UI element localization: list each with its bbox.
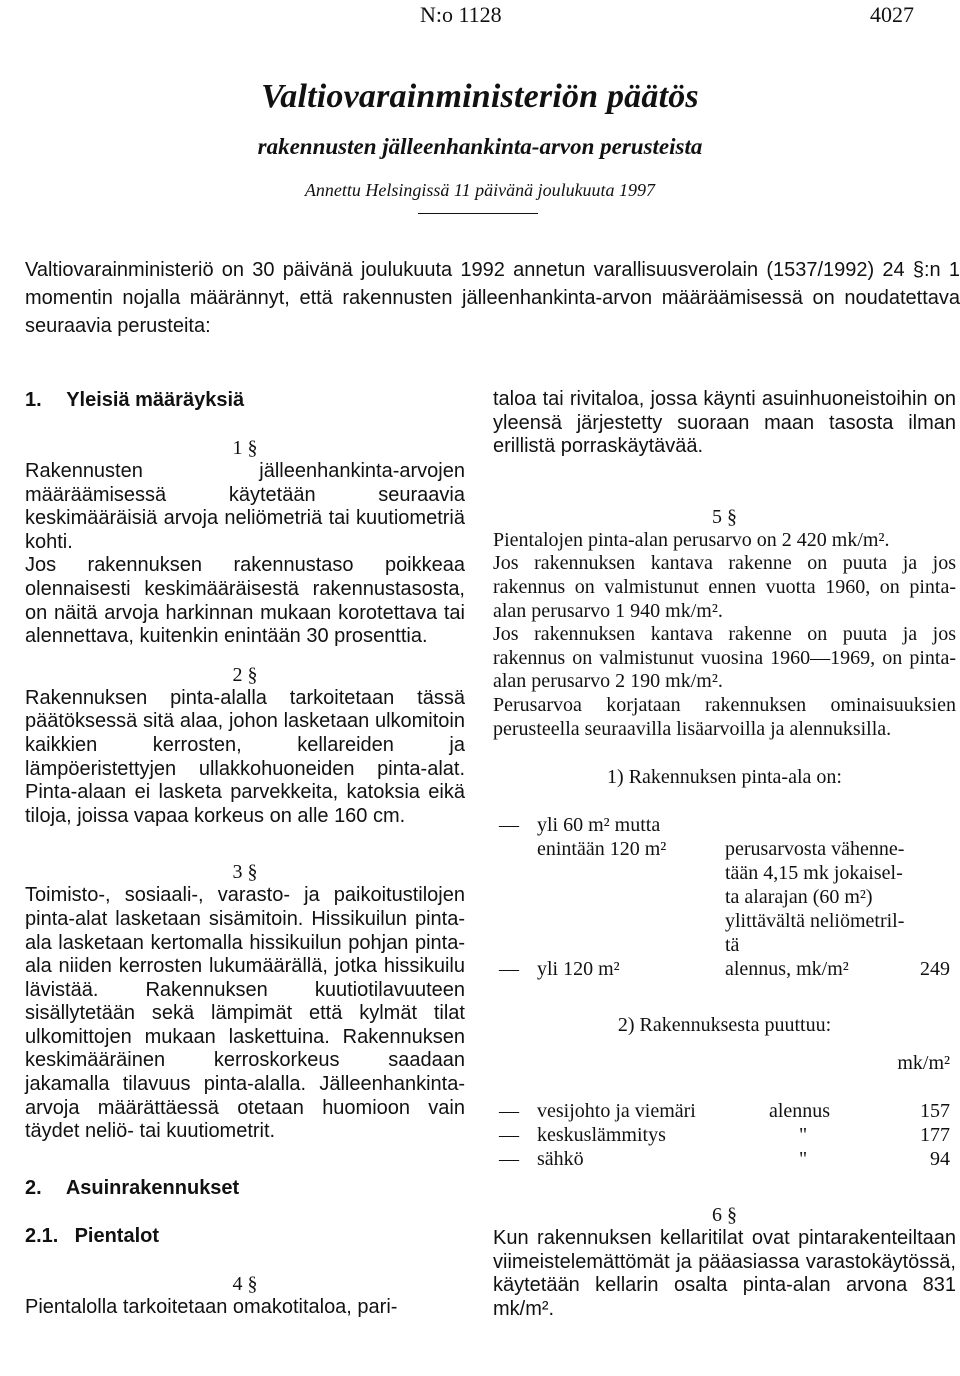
paragraph-number: 1 § bbox=[232, 437, 258, 459]
page-number: 4027 bbox=[870, 2, 914, 27]
list-description: tään 4,15 mk jokaisel- bbox=[725, 862, 903, 885]
paragraph-number: 4 § bbox=[232, 1272, 258, 1295]
list-description: ylittävältä neliömetril- bbox=[725, 910, 905, 933]
list-description: perusarvosta vähenne- bbox=[725, 838, 905, 861]
paragraph-text: Kun rakennuksen kellaritilat ovat pintarakenteiltaan viimeistelemättömät ja pääasiassa varastokäytössä, käytetään kellarin osalta pinta-alan arvona 831 mk/m². bbox=[493, 1227, 956, 1320]
list-dash: — bbox=[499, 958, 519, 981]
list-row bbox=[493, 813, 956, 837]
list-row bbox=[493, 933, 956, 957]
list-title: 1) Rakennuksen pinta-ala on: bbox=[607, 766, 842, 789]
list-row bbox=[493, 861, 956, 885]
list-row bbox=[493, 885, 956, 909]
list-row bbox=[493, 957, 956, 981]
list-dash: — bbox=[499, 814, 519, 837]
list-row bbox=[493, 837, 956, 861]
issued-line: Annettu Helsingissä 11 päivänä joulukuuta 1997 bbox=[304, 180, 656, 200]
list-description: ta alarajan (60 m²) bbox=[725, 886, 873, 909]
subsection-heading bbox=[25, 1224, 465, 1248]
section-number: 2.1. bbox=[25, 1224, 59, 1247]
paragraph-text: Toimisto-, sosiaali-, varasto- ja paikoitustilojen pinta-alat lasketaan sisämitoin. Hissikuilun pinta-ala lasketaan kertomalla hissikuilun pohjan pinta-ala niiden kerrosten lukumäärällä, jotka hissikuilu lävistää. Rakennuksen kuutiotilavuuteen sisällytetään sekä lämpimät että kylmät tilat ulkomittojen mukaan laskettuina. Rakennuksen keskimääräinen kerroskorkeus saadaan jakamalla tilavuus pinta-alalla. Jälleenhankinta-arvoja määrättäessä otetaan huomioon vain täydet neliö- tai kuutiometrit. bbox=[25, 884, 465, 1143]
paragraph-text: Jos rakennuksen rakennustaso poikkeaa olennaisesti keskimääräisestä rakennustasosta, on näitä arvoja harkinnan mukaan korotettava tai alennettava, kuitenkin enintään 30 prosenttia. bbox=[25, 554, 465, 648]
paragraph-text: Rakennusten jälleenhankinta-arvojen määräämisessä käytetään seuraavia keskimääräisiä arvoja neliömetriä tai kuutiometriä kohti. bbox=[25, 460, 465, 553]
unit-label: mk/m² bbox=[897, 1052, 950, 1075]
list-description: tä bbox=[725, 934, 740, 957]
section-heading-2 bbox=[25, 1176, 465, 1200]
section-number: 2. bbox=[25, 1176, 42, 1199]
section-title: Pientalot bbox=[74, 1224, 160, 1247]
list-type: " bbox=[799, 1124, 808, 1147]
paragraph-text: Jos rakennuksen kantava rakenne on puuta ja jos rakennus on valmistunut vuosina 1960—1969, on pinta-alan perusarvo 2 190 mk/m². bbox=[493, 623, 956, 693]
list-value: 157 bbox=[920, 1100, 950, 1123]
list-row bbox=[493, 1099, 956, 1123]
section-title: Asuinrakennukset bbox=[65, 1176, 240, 1199]
list-label: vesijohto ja viemäri bbox=[537, 1100, 696, 1123]
list-type: " bbox=[799, 1148, 808, 1171]
paragraph-text: Perusarvoa korjataan rakennuksen ominaisuuksien perusteella seuraavilla lisäarvoilla ja alennuksilla. bbox=[493, 693, 956, 740]
list-row bbox=[493, 1123, 956, 1147]
issue-number: N:o 1128 bbox=[420, 2, 502, 27]
title-divider bbox=[418, 213, 538, 214]
left-column bbox=[25, 388, 465, 1319]
right-column bbox=[493, 388, 956, 1322]
list-type: alennus bbox=[769, 1100, 831, 1123]
list-label: yli 60 m² mutta bbox=[537, 814, 661, 837]
section-number: 1. bbox=[25, 389, 42, 411]
list-label: yli 120 m² bbox=[537, 958, 620, 981]
list-row bbox=[493, 909, 956, 933]
paragraph-text: Jos rakennuksen kantava rakenne on puuta ja jos rakennus on valmistunut ennen vuotta 1960, on pinta-alan perusarvo 1 940 mk/m². bbox=[493, 552, 956, 622]
intro-paragraph: Valtiovarainministeriö on 30 päivänä joulukuuta 1992 annetun varallisuusverolain (1537/1992) 24 §:n 1 momentin nojalla määrännyt, että rakennusten jälleenhankinta-arvon määräämisessä on noudatettava seuraavia perusteita: bbox=[25, 259, 960, 337]
list-label: keskuslämmitys bbox=[537, 1124, 666, 1147]
list-dash: — bbox=[499, 1100, 519, 1123]
paragraph-number: 2 § bbox=[232, 663, 258, 686]
list-label: sähkö bbox=[537, 1148, 584, 1171]
document-subtitle: rakennusten jälleenhankinta-arvon perusteista bbox=[257, 134, 703, 159]
list-row bbox=[493, 1147, 956, 1171]
list-description: alennus, mk/m² bbox=[725, 958, 849, 981]
paragraph-number: 3 § bbox=[232, 861, 258, 884]
list-label: enintään 120 m² bbox=[537, 838, 667, 861]
list-dash: — bbox=[499, 1124, 519, 1147]
list-value: 177 bbox=[920, 1124, 950, 1147]
list-value: 94 bbox=[930, 1148, 950, 1171]
list-dash: — bbox=[499, 1148, 519, 1171]
unit-row bbox=[493, 1051, 956, 1075]
paragraph-text: taloa tai rivitaloa, jossa käynti asuinhuoneistoihin on yleensä järjestetty suoraan maan tasosta ilman erillistä porraskäytävää. bbox=[493, 388, 956, 458]
list-value: 249 bbox=[920, 958, 950, 981]
document-title: Valtiovarainministeriön päätös bbox=[261, 78, 699, 115]
paragraph-text: Rakennuksen pinta-alalla tarkoitetaan tässä päätöksessä sitä alaa, johon lasketaan ulkomitoin kaikkien kerrosten, kellareiden ja lämpöeristettyjen ullakkohuoneiden pinta-alat. Pinta-alaan ei lasketa parvekkeita, katoksia eikä tiloja, joissa vapaa korkeus on alle 160 cm. bbox=[25, 686, 465, 827]
paragraph-text: Pientalojen pinta-alan perusarvo on 2 420 mk/m². bbox=[493, 528, 890, 551]
paragraph-number: 5 § bbox=[712, 505, 737, 528]
list-title: 2) Rakennuksesta puuttuu: bbox=[617, 1014, 832, 1037]
section-title: Yleisiä määräyksiä bbox=[66, 389, 245, 411]
section-heading-1 bbox=[25, 388, 465, 412]
paragraph-number: 6 § bbox=[712, 1204, 737, 1227]
paragraph-text: Pientalolla tarkoitetaan omakotitaloa, pari- bbox=[25, 1295, 398, 1318]
